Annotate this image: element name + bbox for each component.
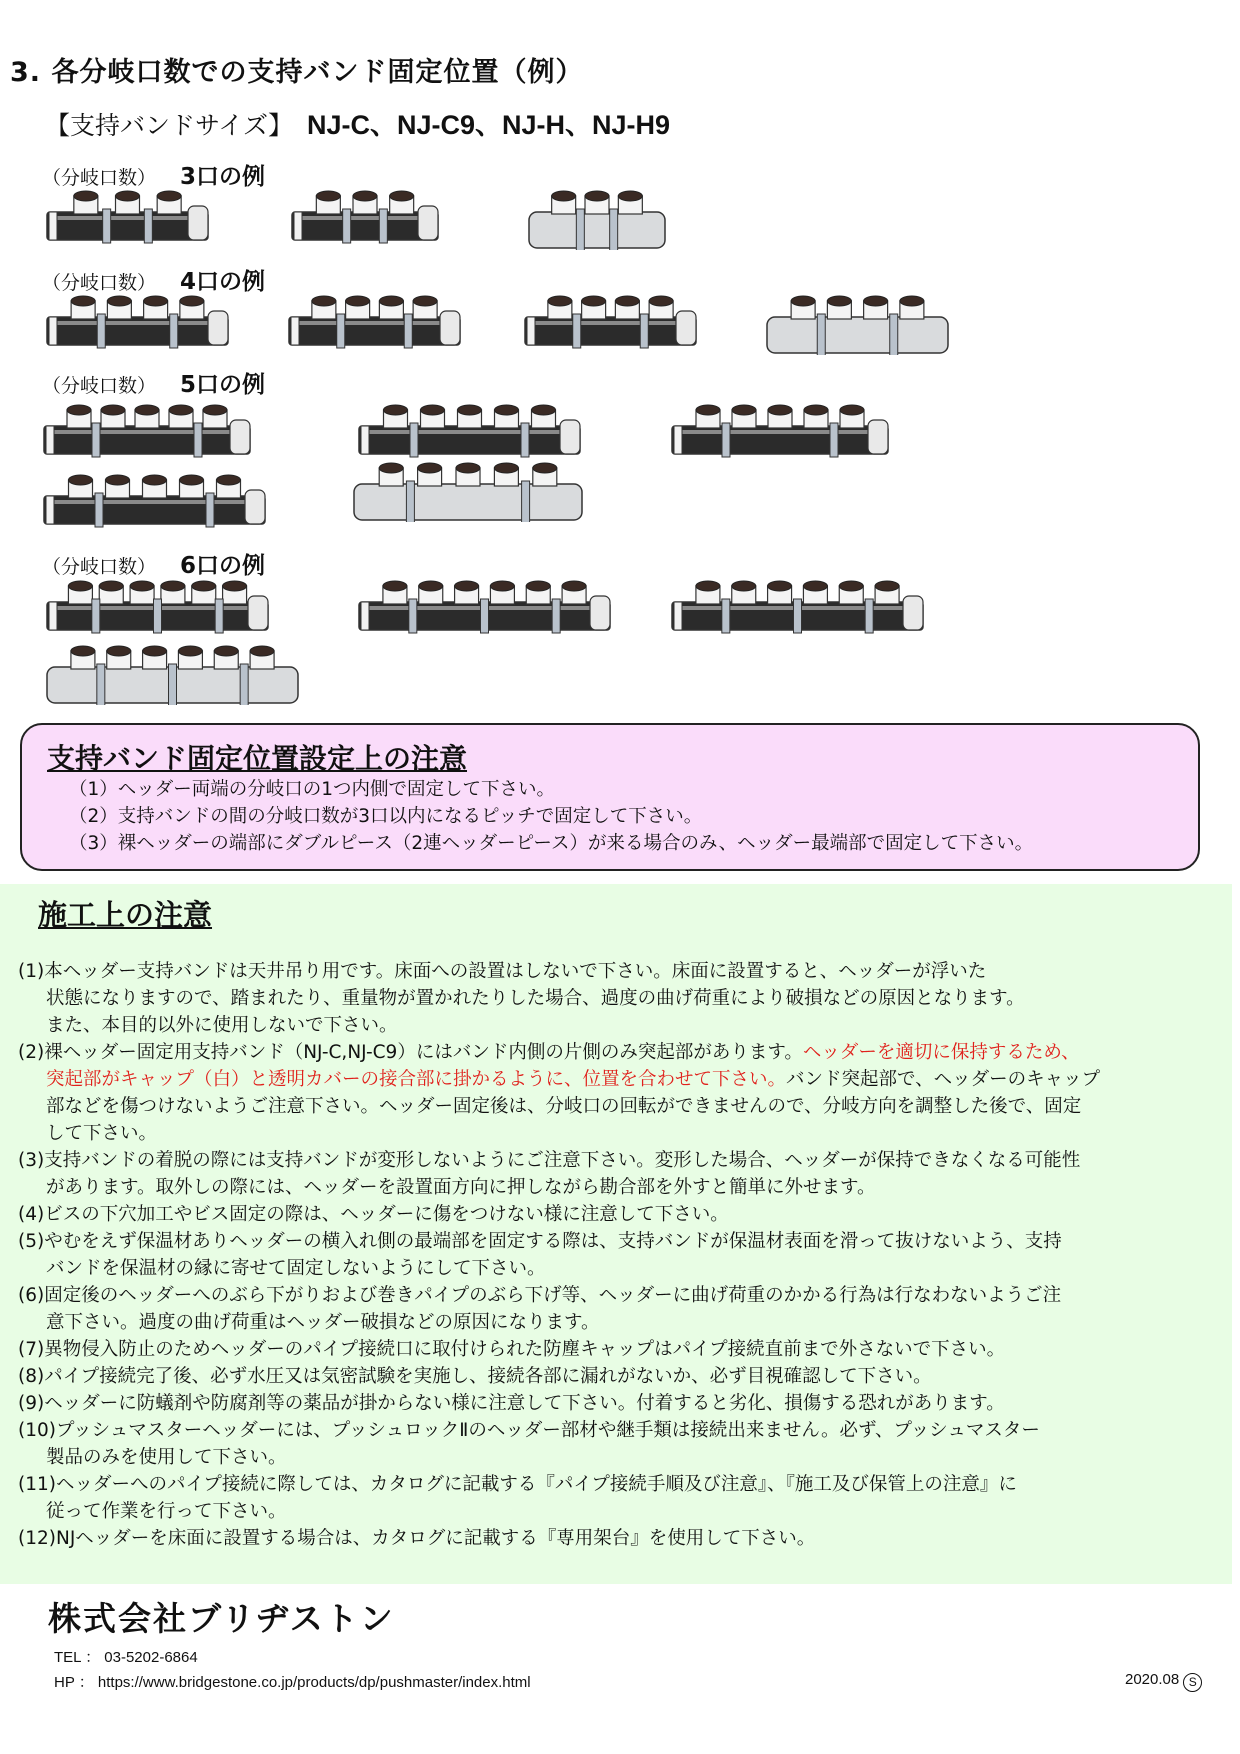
support-band — [95, 493, 103, 527]
support-band — [404, 314, 412, 348]
branch-3-label: （分岐口数） 3口の例 — [42, 164, 266, 190]
band-sizes-value: NJ-C、NJ-C9、NJ-H、NJ-H9 — [307, 110, 671, 140]
caution-item-2: (2)裸ヘッダー固定用支持バンド（NJ-C,NJ-C9）にはバンド内側の片側のみ突起部があります。ヘッダーを適切に保持するため、 突起部がキャップ（白）と透明カバーの接合部に掛かるように、位置を合わせて下さい。バンド突起部で、ヘッダーのキャップ 部などを傷つけないようご注意下さい。ヘッダー固定後は、分岐口の回転ができませんので、分岐方向を調整した後で、固定 して下さい。 — [18, 1042, 1101, 1144]
branch-6-label: （分岐口数） 6口の例 — [42, 553, 266, 579]
caution-item-10: (10)プッシュマスターヘッダーには、プッシュロックⅡのヘッダー部材や継手類は接続出来ません。必ず、プッシュマスター 製品のみを使用して下さい。 — [18, 1420, 1040, 1468]
support-band — [890, 314, 898, 355]
support-band — [573, 314, 581, 348]
support-band — [337, 314, 345, 348]
support-band — [406, 481, 414, 522]
caution-item-2-warning: ヘッダーを適切に保持するため、 — [802, 1042, 1080, 1063]
caution-item-6: (6)固定後のヘッダーへのぶら下がりおよび巻きパイプのぶら下げ等、ヘッダーに曲げ荷重のかかる行為は行なわないようご注 意下さい。過度の曲げ荷重はヘッダー破損などの原因になります。 — [18, 1285, 1062, 1333]
bare-header-illustration — [357, 580, 612, 640]
support-band — [92, 423, 100, 457]
support-band — [830, 423, 838, 457]
bare-header-illustration — [287, 295, 462, 355]
support-band — [170, 314, 178, 348]
footer-date: 2020.08 S — [1125, 1671, 1202, 1692]
support-band — [97, 664, 105, 705]
caution-item-12: (12)NJヘッダーを床面に設置する場合は、カタログに記載する『専用架台』を使用して下さい。 — [18, 1528, 816, 1549]
insulated-header-illustration — [765, 295, 950, 355]
bare-header-illustration — [670, 580, 925, 640]
support-band — [410, 423, 418, 457]
support-band — [522, 481, 530, 522]
bare-header-illustration — [42, 404, 252, 464]
bare-header-illustration — [290, 190, 440, 250]
bare-header-illustration — [45, 295, 230, 355]
band-sizes-label: 【支持バンドサイズ】 — [45, 111, 294, 140]
support-band — [169, 664, 177, 705]
caution-item-1: (1)本ヘッダー支持バンドは天井吊り用です。床面への設置はしないで下さい。床面に設置すると、ヘッダーが浮いた 状態になりますので、踏まれたり、重量物が置かれたりした場合、過度の曲げ荷重により破損などの原因となります。 また、本目的以外に使用しないで下さい。 — [18, 961, 1025, 1036]
support-band — [92, 599, 100, 633]
caution-item-4: (4)ビスの下穴加工やビス固定の際は、ヘッダーに傷をつけない様に注意して下さい。 — [18, 1204, 729, 1225]
support-band — [97, 314, 105, 348]
caution-item-5: (5)やむをえず保温材ありヘッダーの横入れ側の最端部を固定する際は、支持バンドが保温材表面を滑って抜けないよう、支持 バンドを保温材の縁に寄せて固定しないようにして下さい。 — [18, 1231, 1062, 1279]
caution-item-9: (9)ヘッダーに防蟻剤や防腐剤等の薬品が掛からない様に注意して下さい。付着すると劣化、損傷する恐れがあります。 — [18, 1393, 1005, 1414]
support-band — [722, 599, 730, 633]
support-band — [409, 599, 417, 633]
support-band — [215, 599, 223, 633]
insulated-header-illustration — [45, 645, 300, 705]
support-band — [194, 423, 202, 457]
bare-header-illustration — [42, 474, 267, 534]
company-logo: 株式会社ブリヂストン — [48, 1599, 395, 1638]
band-note-item-2: （2）支持バンドの間の分岐口数が3口以内になるピッチで固定して下さい。 — [69, 806, 703, 827]
support-band — [154, 599, 162, 633]
bare-header-illustration — [45, 190, 210, 250]
caution-list — [18, 958, 1233, 1552]
footer-hp: HP ： https://www.bridgestone.co.jp/products/dp/pushmaster/index.html — [54, 1674, 531, 1691]
support-band — [103, 209, 111, 243]
bare-header-illustration — [357, 404, 582, 464]
branch-4-label: （分岐口数） 4口の例 — [42, 269, 266, 295]
caution-item-7: (7)異物侵入防止のためヘッダーのパイプ接続口に取付けられた防塵キャップはパイプ接続直前まで外さないで下さい。 — [18, 1339, 1006, 1360]
bare-header-illustration — [45, 580, 270, 640]
branch-5-label: （分岐口数） 5口の例 — [42, 372, 266, 398]
caution-title: 施工上の注意 — [38, 898, 213, 932]
bare-header-illustration — [670, 404, 890, 464]
support-band — [481, 599, 489, 633]
band-note-item-1: （1）ヘッダー両端の分岐口の1つ内側で固定して下さい。 — [69, 779, 556, 800]
s-mark-icon: S — [1183, 1673, 1202, 1692]
support-band — [640, 314, 648, 348]
support-band — [379, 209, 387, 243]
section-heading: 3. 各分岐口数での支持バンド固定位置（例） — [10, 57, 584, 88]
support-band — [817, 314, 825, 355]
support-band — [144, 209, 152, 243]
band-note-item-3: （3）裸ヘッダーの端部にダブルピース（2連ヘッダーピース）が来る場合のみ、ヘッダー最端部で固定して下さい。 — [69, 833, 1034, 854]
caution-item-3: (3)支持バンドの着脱の際には支持バンドが変形しないようにご注意下さい。変形した場合、ヘッダーが保持できなくなる可能性 があります。取外しの際には、ヘッダーを設置面方向に押しながら勘合部を外すと簡単に外せます。 — [18, 1150, 1081, 1198]
support-band — [552, 599, 560, 633]
support-band — [240, 664, 248, 705]
insulated-header-illustration — [352, 462, 584, 522]
insulated-header-illustration — [527, 190, 667, 250]
support-band — [610, 209, 618, 250]
support-band — [722, 423, 730, 457]
support-band — [865, 599, 873, 633]
support-band — [343, 209, 351, 243]
support-band — [206, 493, 214, 527]
caution-item-11: (11)ヘッダーへのパイプ接続に際しては、カタログに記載する『パイプ接続手順及び注意』、『施工及び保管上の注意』に 従って作業を行って下さい。 — [18, 1474, 1017, 1522]
band-note-title: 支持バンド固定位置設定上の注意 — [47, 742, 468, 775]
support-band — [521, 423, 529, 457]
support-band — [576, 209, 584, 250]
support-band — [794, 599, 802, 633]
band-sizes — [45, 103, 670, 142]
footer-tel: TEL ： 03-5202-6864 — [54, 1649, 198, 1666]
band-position-note — [20, 723, 1200, 871]
bare-header-illustration — [523, 295, 698, 355]
caution-item-8: (8)パイプ接続完了後、必ず水圧又は気密試験を実施し、接続各部に漏れがないか、必ず目視確認して下さい。 — [18, 1366, 932, 1387]
